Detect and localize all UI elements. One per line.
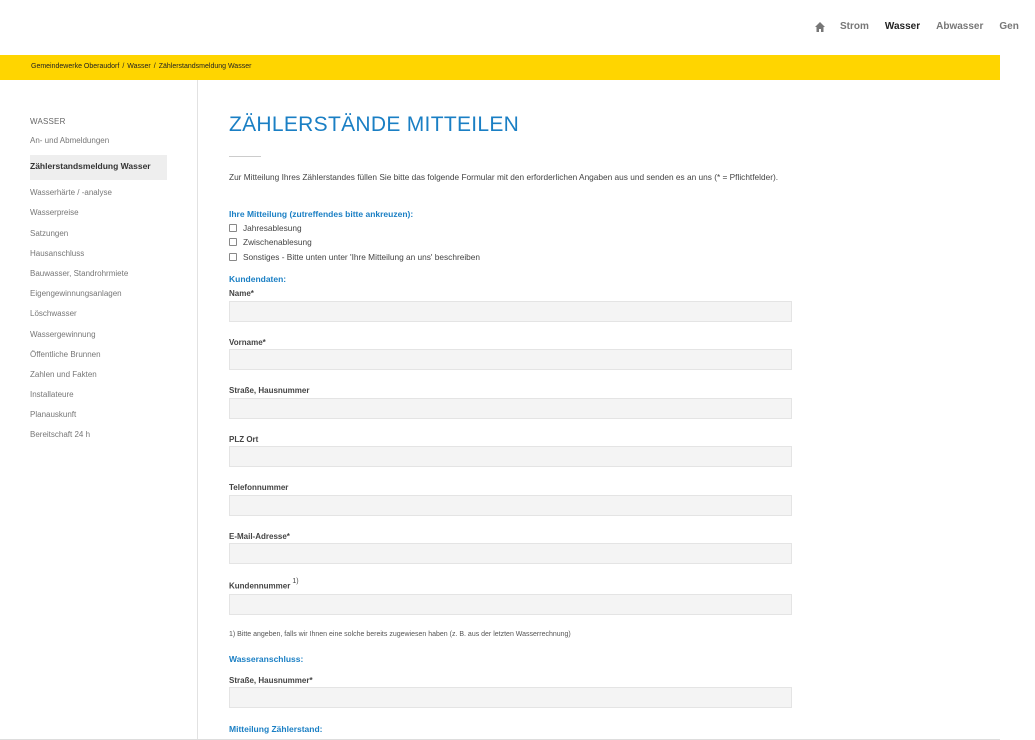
sidebar-item-brunnen[interactable]: Öffentliche Brunnen — [30, 349, 101, 359]
sidebar-list — [30, 135, 167, 450]
sidebar-item-wasserpreise[interactable]: Wasserpreise — [30, 208, 79, 218]
option-zwischenablesung[interactable] — [229, 237, 312, 247]
sidebar-item-bereitschaft[interactable]: Bereitschaft 24 h — [30, 430, 91, 440]
telefon-input[interactable] — [229, 495, 792, 516]
option-label: Jahresablesung — [243, 223, 302, 233]
sidebar-title: WASSER — [30, 117, 66, 126]
nav-gen[interactable]: Gen — [999, 20, 1019, 32]
page-title: ZÄHLERSTÄNDE MITTEILEN — [229, 113, 520, 136]
anschluss-strasse-label: Straße, Hausnummer* — [229, 676, 313, 685]
wasseranschluss-heading: Wasseranschluss: — [229, 654, 304, 664]
sidebar-item-installateure[interactable]: Installateure — [30, 390, 74, 400]
sidebar-item-wasserhaerte[interactable]: Wasserhärte / -analyse — [30, 188, 112, 198]
sidebar-item-bauwasser[interactable]: Bauwasser, Standrohrmiete — [30, 268, 129, 278]
breadcrumb-separator: / — [122, 63, 125, 70]
kundennummer-input[interactable] — [229, 594, 792, 615]
plz-ort-label: PLZ Ort — [229, 435, 259, 444]
checkbox-sonstiges[interactable] — [229, 253, 237, 261]
zaehlerstand-heading: Mitteilung Zählerstand: — [229, 724, 323, 734]
title-divider — [229, 156, 261, 157]
anschluss-strasse-input[interactable] — [229, 687, 792, 708]
sidebar-item-zahlen-fakten[interactable]: Zahlen und Fakten — [30, 369, 97, 379]
top-navigation — [0, 0, 1019, 54]
checkbox-jahresablesung[interactable] — [229, 224, 237, 232]
breadcrumb-current: Zählerstandsmeldung Wasser — [158, 63, 252, 70]
sidebar-item-an-abmeldungen[interactable]: An- und Abmeldungen — [30, 136, 110, 145]
sidebar-item-planauskunft[interactable]: Planauskunft — [30, 410, 77, 420]
sidebar — [0, 80, 198, 740]
telefon-label: Telefonnummer — [229, 483, 289, 492]
home-icon[interactable] — [814, 20, 826, 32]
kundennummer-footnote-marker: 1) — [292, 578, 299, 585]
breadcrumb-wasser[interactable]: Wasser — [127, 63, 151, 70]
vorname-label: Vorname* — [229, 338, 266, 347]
sidebar-item-wassergewinnung[interactable]: Wassergewinnung — [30, 329, 96, 339]
strasse-input[interactable] — [229, 398, 792, 419]
nav-abwasser[interactable]: Abwasser — [936, 20, 984, 32]
vorname-input[interactable] — [229, 349, 792, 370]
sidebar-item-zaehlerstandsmeldung[interactable] — [30, 155, 167, 180]
sidebar-item-loeschwasser[interactable]: Löschwasser — [30, 309, 77, 319]
breadcrumb-bar — [0, 55, 1000, 80]
mitteilung-heading: Ihre Mitteilung (zutreffendes bitte ankreuzen): — [229, 209, 414, 219]
sidebar-item-label: Zählerstandsmeldung Wasser — [30, 161, 151, 172]
option-jahresablesung[interactable] — [229, 223, 302, 233]
option-label: Sonstiges - Bitte unten unter 'Ihre Mitteilung an uns' beschreiben — [243, 252, 481, 262]
email-label: E-Mail-Adresse* — [229, 532, 290, 541]
name-input[interactable] — [229, 301, 792, 322]
breadcrumb-home[interactable]: Gemeindewerke Oberaudorf — [31, 63, 120, 70]
name-label: Name* — [229, 289, 254, 298]
main-nav — [814, 20, 1035, 32]
sidebar-item-hausanschluss[interactable]: Hausanschluss — [30, 248, 85, 258]
option-label: Zwischenablesung — [243, 237, 312, 247]
intro-text: Zur Mitteilung Ihres Zählerstandes füllen Sie bitte das folgende Formular mit den erforderlichen Angaben aus und senden es an uns (* = Pflichtfelder). — [229, 172, 779, 182]
breadcrumb-separator: / — [153, 63, 156, 70]
sidebar-item-satzungen[interactable]: Satzungen — [30, 228, 69, 238]
kundennummer-label-text: Kundennummer — [229, 581, 291, 591]
kundendaten-heading: Kundendaten: — [229, 274, 287, 284]
sidebar-item-eigengewinnungsanlagen[interactable]: Eigengewinnungsanlagen — [30, 289, 122, 299]
nav-strom[interactable]: Strom — [840, 20, 869, 32]
kundennummer-footnote: 1) Bitte angeben, falls wir Ihnen eine solche bereits zugewiesen haben (z. B. aus der letzten Wasserrechnung) — [229, 631, 571, 638]
kundennummer-label — [229, 580, 299, 591]
checkbox-zwischenablesung[interactable] — [229, 238, 237, 246]
option-sonstiges[interactable] — [229, 252, 480, 262]
strasse-label: Straße, Hausnummer — [229, 386, 310, 395]
email-input[interactable] — [229, 543, 792, 564]
plz-ort-input[interactable] — [229, 446, 792, 467]
breadcrumb — [31, 63, 251, 70]
nav-wasser[interactable]: Wasser — [884, 20, 921, 32]
